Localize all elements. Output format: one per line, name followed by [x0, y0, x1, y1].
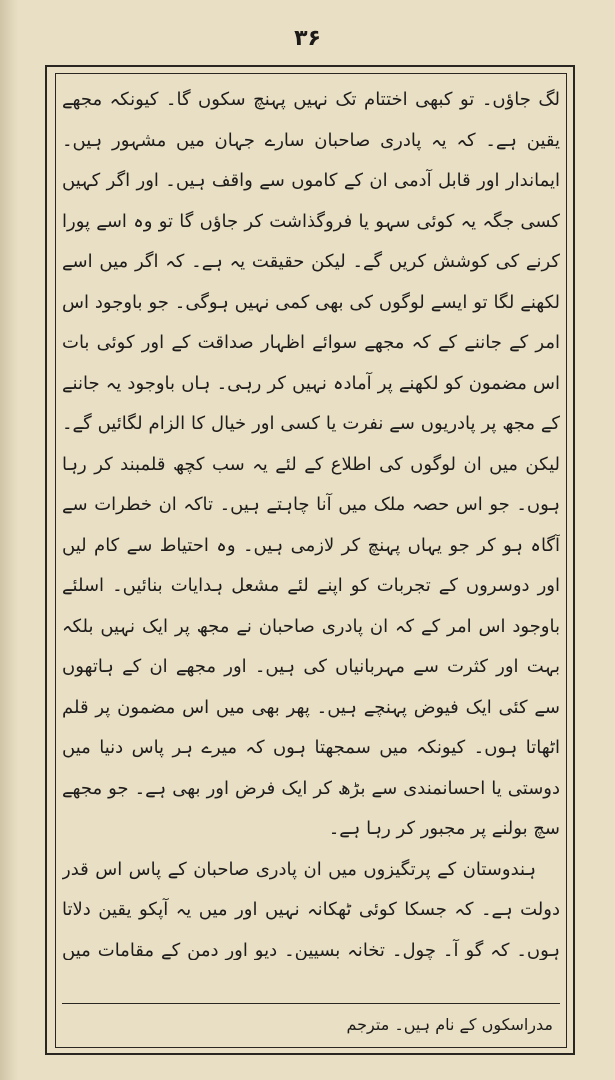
- page-number: ۳۶: [294, 26, 321, 51]
- body-text: [62, 80, 560, 960]
- paragraph-1: لگ جاؤں۔ تو کبھی اختتام تک نہیں پہنچ سکوں گا۔ کیونکہ مجھے یقین ہے۔ کہ یہ پادری صاحبان سارے جہان میں مشہور ہیں۔ ایماندار اور قابل آدمی ان کے کاموں سے واقف ہیں۔ اور اگر کہیں کسی جگہ یہ کوئی سہو یا فروگذاشت کر جاؤں گا تو وہ اسے پورا کرنے کی کوشش کریں گے۔ لیکن حقیقت یہ ہے۔ کہ اگر میں اسے لکھنے لگا تو ایسے لوگوں کی بھی کمی نہیں ہوگی۔ جو باوجود اس امر کے جاننے کے کہ مجھے سوائے اظہار صداقت کے اور کوئی بات اس مضمون کو لکھنے پر آمادہ نہیں کر رہی۔ ہاں باوجود یہ جاننے کے مجھ پر پادریوں سے نفرت یا کسی اور خیال کا الزام لگائیں گے۔ لیکن میں ان لوگوں کی اطلاع کے لئے یہ سب کچھ قلمبند کر رہا ہوں۔ جو اس حصہ ملک میں آنا چاہتے ہیں۔ تاکہ ان خطرات سے آگاہ ہو کر جو یہاں پہنچ کر لازمی ہیں۔ وہ احتیاط سے کام لیں اور دوسروں کے تجربات کو اپنے لئے مشعل ہدایات بنائیں۔ اسلئے باوجود اس امر کے کہ ان پادری صاحبان نے مجھ پر ایک نہیں بلکہ بہت اور کثرت سے مہربانیاں کی ہیں۔ اور مجھے ان کے ہاتھوں سے کئی ایک فیوض پہنچے ہیں۔ پھر بھی میں اس مضمون پر قلم اٹھاتا ہوں۔ کیونکہ میں سمجھتا ہوں کہ میرے ہر پاس دنیا میں دوستی یا احسانمندی سے بڑھ کر ایک فرض اور بھی ہے۔ جو مجھے سچ بولنے پر مجبور کر رہا ہے۔: [62, 89, 560, 839]
- paragraph-2: ہندوستان کے پرتگیزوں میں ان پادری صاحبان کے پاس اس قدر دولت ہے۔ کہ جسکا کوئی ٹھکانہ نہیں اور میں یہ آپکو یقین دلاتا ہوں۔ کہ گو آ۔ چول۔ تخانہ بسیین۔ دیو اور دمن کے مقامات میں: [62, 858, 560, 960]
- page-gutter-shadow: [0, 0, 18, 1080]
- footnote-divider: [62, 1003, 560, 1004]
- translator-footnote: مدراسکوں کے نام ہیں۔ مترجم: [346, 1015, 553, 1034]
